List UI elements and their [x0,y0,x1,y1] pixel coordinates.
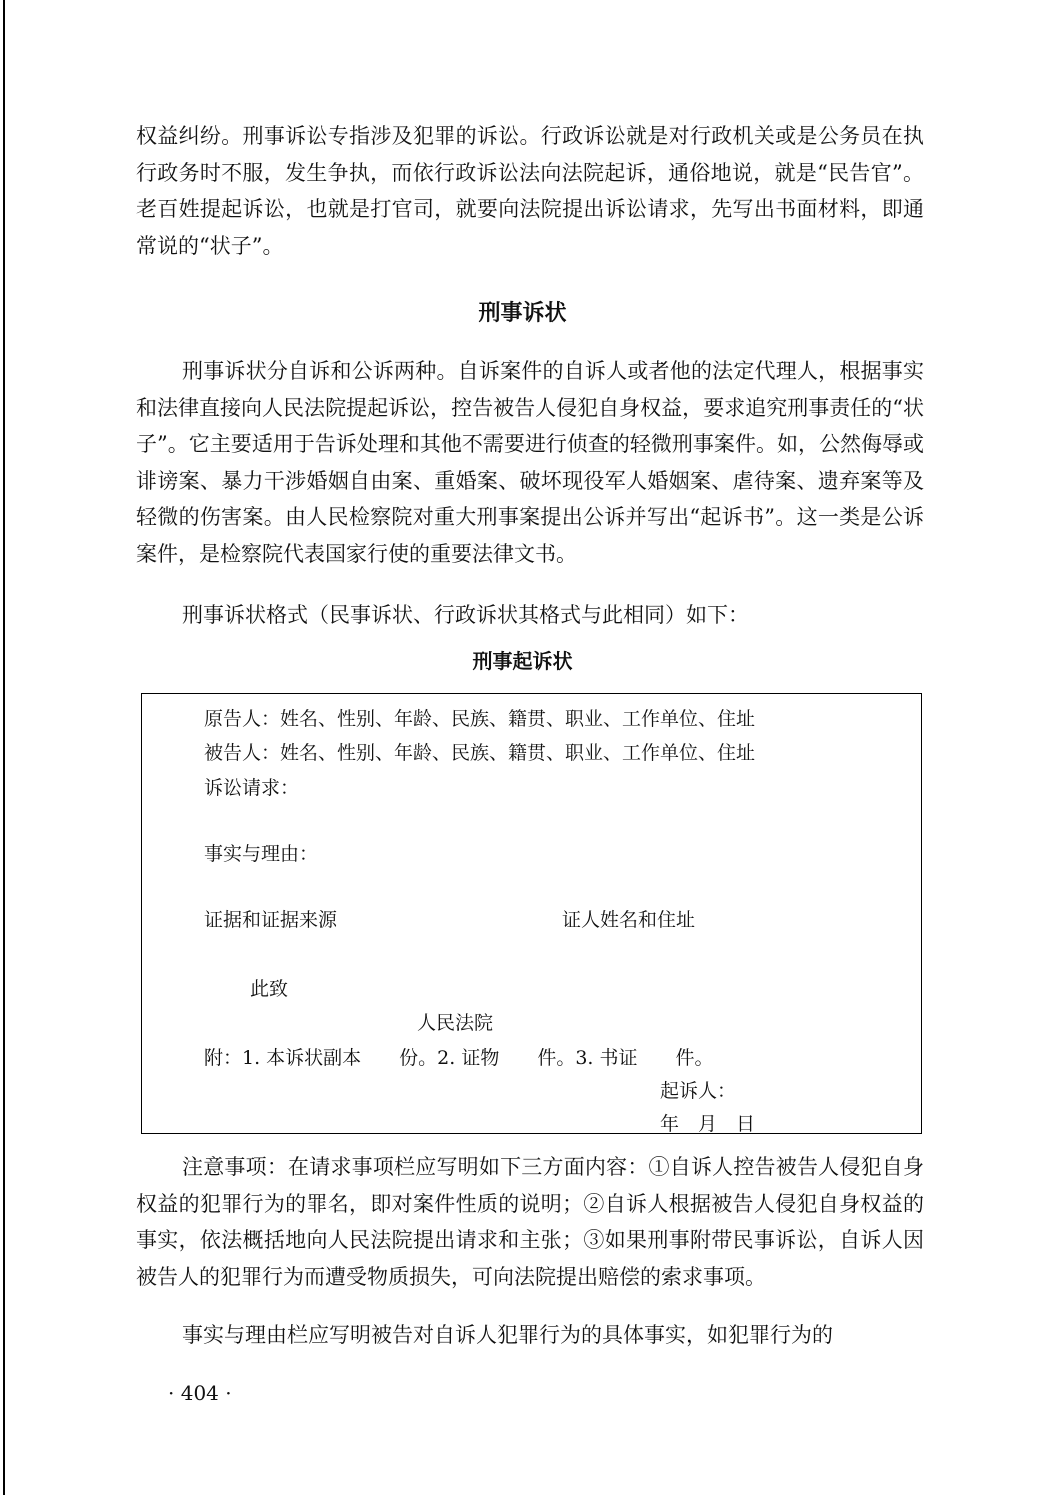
paragraph-criminal-complaint: 刑事诉状分自诉和公诉两种。自诉案件的自诉人或者他的法定代理人，根据事实和法律直接向人民法院提起诉讼，控告被告人侵犯自身权益，要求追究刑事责任的“状子”。它主要适用于告诉处理和其他不需要进行侦查的轻微刑事案件。如，公然侮辱或诽谤案、暴力干涉婚姻自由案、重婚案、破坏现役军人婚姻案、虐待案、遗弃案等及轻微的伤害案。由人民检察院对重大刑事案提出公诉并写出“起诉书”。这一类是公诉案件，是检察院代表国家行使的重要法律文书。 [136,359,924,566]
intro-paragraph: 权益纠纷。刑事诉讼专指涉及犯罪的诉讼。行政诉讼就是对行政机关或是公务员在执行政务时不服，发生争执，而依行政诉讼法向法院起诉，通俗地说，就是“民告官”。老百姓提起诉讼，也就是打官司，就要向法院提出诉讼请求，先写出书面材料，即通常说的“状子”。 [136,124,924,258]
page-number: · 404 · [168,1381,232,1405]
paragraph-format-intro: 刑事诉状格式（民事诉状、行政诉状其格式与此相同）如下： [182,603,749,627]
form-evidence-label: 证据和证据来源 [204,909,338,931]
paragraph-facts-reasons: 事实与理由栏应写明被告对自诉人犯罪行为的具体事实，如犯罪行为的 [182,1323,833,1347]
form-title: 刑事起诉状 [472,649,573,673]
form-attachments-line: 附：1. 本诉状副本 份。2. 证物 件。3. 书证 件。 [204,1047,714,1069]
scan-edge-line [3,0,5,1495]
paragraph-notes: 注意事项：在请求事项栏应写明如下三方面内容：①自诉人控告被告人侵犯自身权益的犯罪行为的罪名，即对案件性质的说明；②自诉人根据被告人侵犯自身权益的事实，依法概括地向人民法院提出请求和主张；③如果刑事附带民事诉讼，自诉人因被告人的犯罪行为而遭受物质损失，可向法院提出赔偿的索求事项。 [136,1155,924,1289]
form-facts-label: 事实与理由： [204,843,319,865]
complaint-form-template [141,693,922,1134]
form-witness-label: 证人姓名和住址 [562,909,696,931]
section-title: 刑事诉状 [478,301,567,326]
form-signer-label: 起诉人： [660,1080,737,1102]
form-salutation: 此致 [250,978,289,1000]
form-date-line: 年 月 日 [660,1113,756,1135]
form-claims-label: 诉讼请求： [204,777,300,799]
form-defendant-line: 被告人：姓名、性别、年龄、民族、籍贯、职业、工作单位、住址 [204,742,756,764]
form-court: 人民法院 [417,1012,494,1034]
form-plaintiff-line: 原告人：姓名、性别、年龄、民族、籍贯、职业、工作单位、住址 [204,708,756,730]
